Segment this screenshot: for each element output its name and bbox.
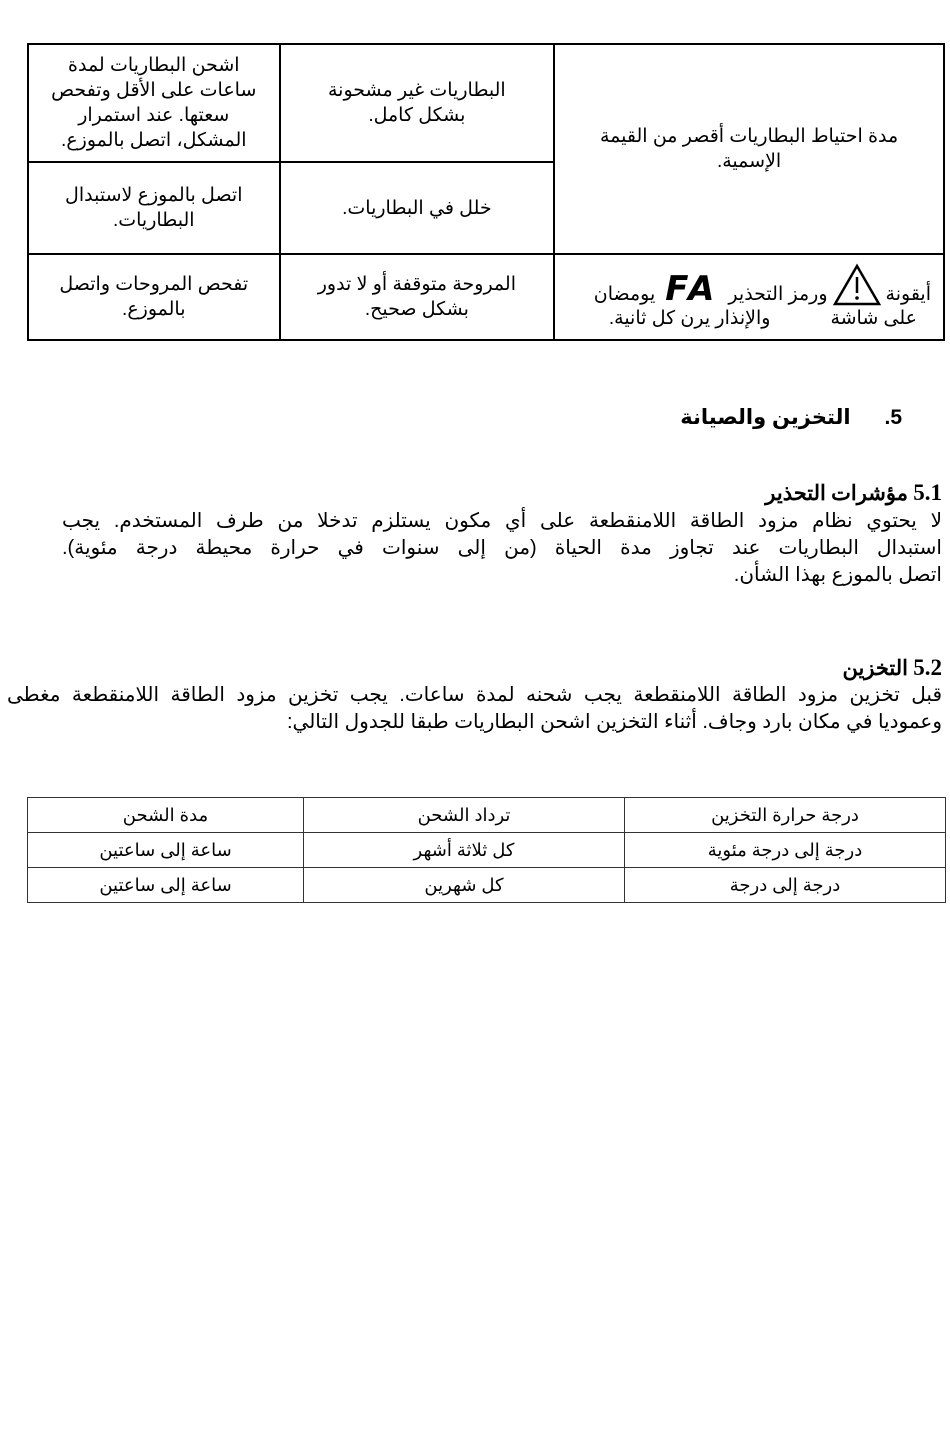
- paragraph-line: وعموديا في مكان بارد وجاف. أثناء التخزين اشحن البطاريات طبقا للجدول التالي:: [286, 711, 942, 733]
- header-charge-duration: مدة الشحن: [28, 798, 304, 833]
- warning-line2-b: والإنذار يرن كل ثانية.: [608, 308, 771, 329]
- fa-code-icon: FA: [665, 269, 719, 309]
- section-number: 5.2: [913, 655, 942, 680]
- fix-cell: اشحن البطاريات لمدة ساعات على الأقل وتفحص سعتها. عند استمرار المشكل، اتصل بالموزع.: [28, 44, 280, 162]
- table-row: [28, 868, 946, 903]
- storage-charging-table: [27, 797, 946, 903]
- section-5-heading: [680, 405, 902, 430]
- paragraph-line: استبدال البطاريات عند تجاوز مدة الحياة (من إلى سنوات في حرارة محيطة درجة مئوية).: [62, 537, 942, 559]
- table-header-row: [28, 798, 946, 833]
- cell-storage-temp: درجة إلى درجة مئوية: [625, 833, 946, 868]
- paragraph-line: قبل تخزين مزود الطاقة اللامنقطعة يجب شحنه لمدة ساعات. يجب تخزين مزود الطاقة اللامنقطعة مغطى: [7, 684, 942, 706]
- cell-storage-temp: درجة إلى درجة: [625, 868, 946, 903]
- cause-cell: المروحة متوقفة أو لا تدور بشكل صحيح.: [280, 254, 555, 340]
- fix-cell: اتصل بالموزع لاستبدال البطاريات.: [28, 162, 280, 254]
- warning-line-1: [563, 263, 931, 307]
- cell-charge-duration: ساعة إلى ساعتين: [28, 833, 304, 868]
- table-row: [28, 833, 946, 868]
- section-5-2-heading: [842, 655, 942, 681]
- section-5-1-heading: [765, 480, 942, 506]
- warning-line-2: [563, 307, 931, 331]
- section-number: 5.1: [913, 480, 942, 505]
- warning-end-text: يومضان: [593, 284, 656, 305]
- cell-charge-frequency: كل شهرين: [304, 868, 625, 903]
- header-storage-temp: درجة حرارة التخزين: [625, 798, 946, 833]
- cell-charge-duration: ساعة إلى ساعتين: [28, 868, 304, 903]
- warning-triangle-icon: [832, 263, 882, 307]
- header-charge-frequency: ترداد الشحن: [304, 798, 625, 833]
- section-5-2-paragraph: [7, 682, 942, 736]
- warning-mid-text: ورمز التحذير: [728, 284, 828, 305]
- issue-cell-fan-warning: [554, 254, 944, 340]
- cell-charge-frequency: كل ثلاثة أشهر: [304, 833, 625, 868]
- issue-cell-battery-backup: مدة احتياط البطاريات أقصر من القيمة الإسمية.: [554, 44, 944, 254]
- section-title: التخزين: [842, 656, 908, 680]
- troubleshooting-table: [27, 43, 945, 341]
- icon-word: أيقونة: [885, 284, 931, 305]
- cause-cell: خلل في البطاريات.: [280, 162, 555, 254]
- warning-line2-a: على شاشة: [830, 308, 917, 329]
- paragraph-line: اتصل بالموزع بهذا الشأن.: [733, 564, 942, 586]
- paragraph-line: لا يحتوي نظام مزود الطاقة اللامنقطعة على أي مكون يستلزم تدخلا من طرف المستخدم. يجب: [62, 510, 942, 532]
- section-number: 5.: [884, 406, 902, 429]
- section-title: مؤشرات التحذير: [765, 481, 908, 505]
- section-title: التخزين والصيانة: [680, 406, 851, 429]
- cause-cell: البطاريات غير مشحونة بشكل كامل.: [280, 44, 555, 162]
- fix-cell: تفحص المروحات واتصل بالموزع.: [28, 254, 280, 340]
- section-5-1-paragraph: [62, 508, 942, 589]
